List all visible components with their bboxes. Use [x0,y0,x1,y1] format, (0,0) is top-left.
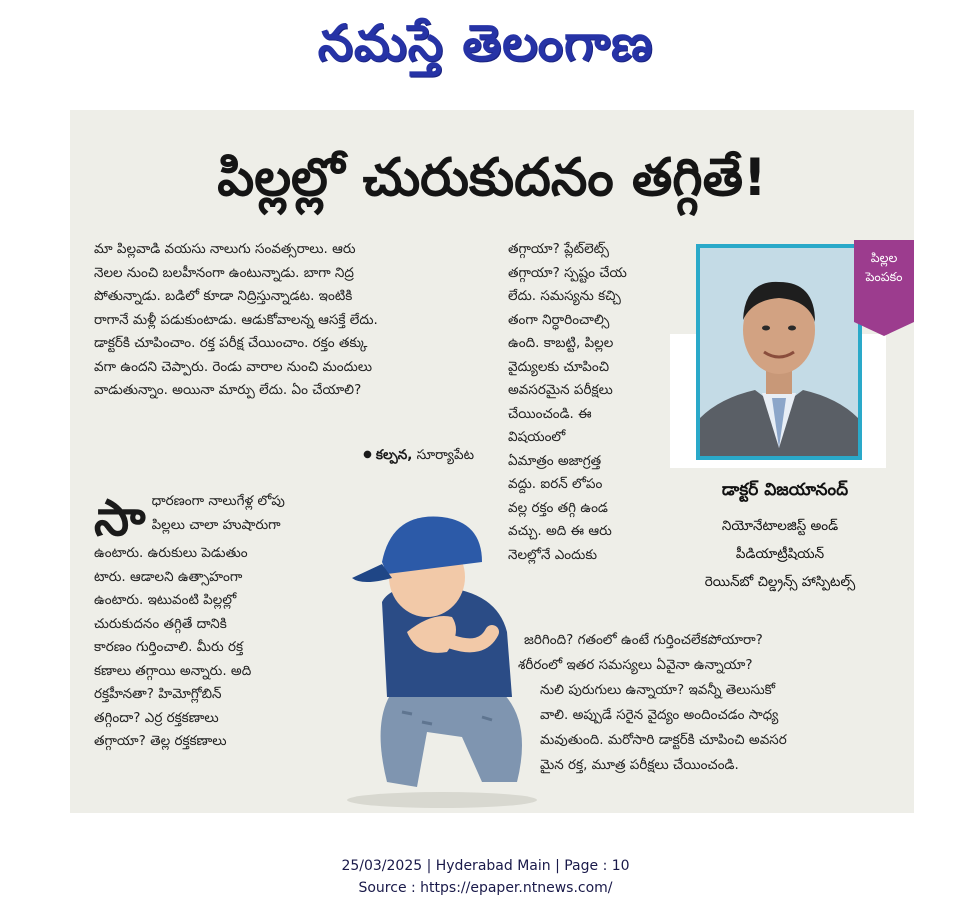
answer-line: పిల్లలు చాలా హుషారుగా [151,516,281,533]
byline-place: సూర్యాపేట [416,447,474,463]
answer-line: శరీరంలో ఇతర సమస్యలు ఏవైనా ఉన్నాయా? [518,657,753,673]
answer-line: చురుకుదనం తగ్గితే దానికి [94,615,227,632]
answer-line: మైన రక్త, మూత్ర పరీక్షలు చేయించండి. [540,757,739,773]
answer-line: చేయించండి. ఈ [508,405,592,422]
answer-line: తగ్గాయా? తెల్ల రక్తకణాలు [94,733,227,749]
answer-line: ఉంటారు. ఉరుకులు పెడుతుం [94,545,248,561]
article-headline: పిల్లల్లో చురుకుదనం తగ్గితే! [217,148,767,208]
answer-line: వల్ల రక్తం తగ్గి ఉండ [508,499,608,516]
answer-line: వాలి. అప్పుడే సరైన వైద్యం అందించడం సాధ్య [540,707,779,723]
answer-line: ఉంది. కాబట్టి, పిల్లల [508,335,614,351]
answer-line: వైద్యులకు చూపించి [508,358,610,375]
doctor-portrait [700,248,858,456]
answer-line: వచ్చు. అది ఈ ఆరు [508,523,612,539]
article-panel [70,110,914,813]
doctor-credentials [660,512,900,596]
doctor-title-line: నియోనేటాలజిస్ట్ అండ్ [721,518,839,534]
answer-line: రక్తహీనతా? హిమోగ్లోబిన్ [94,686,222,702]
question-line: వాడుతున్నాం. అయినా మార్పు లేదు. ఏం చేయాలి? [94,382,362,398]
answer-line: అవసరమైన పరీక్షలు [508,382,613,398]
byline-name: కల్పన, [375,447,413,463]
answer-line: విషయంలో [508,429,566,445]
answer-line: టారు. ఆడాలని ఉత్సాహంగా [94,568,243,585]
tag-line: పిల్లల [870,250,898,265]
answer-line: కణాలు తగ్గాయి అన్నారు. అది [94,662,252,679]
answer-line: లేదు. సమస్యను కచ్చి [508,288,621,304]
answer-line: తగ్గిందా? ఎర్ర రక్తకణాలు [94,709,219,726]
answer-line: ధారణంగా నాలుగేళ్ల లోపు [151,493,285,509]
answer-line: తగ్గాయా? స్పష్టం చేయ [508,264,627,281]
tag-line: పెంపకం [865,269,903,284]
footer-source-line: Source : https://epaper.ntnews.com/ [358,880,613,896]
answer-line: జరిగింది? గతంలో ఉంటే గుర్తించలేకపోయారా? [524,632,763,648]
question-byline [94,443,474,467]
doctor-title-line: రెయిన్‌బో చిల్డ్రన్స్ హాస్పిటల్స్ [704,574,856,590]
question-line: రాగానే మళ్లీ పడుకుంటాడు. ఆడుకోవాలన్న ఆసక్తే లేదు. [94,311,378,328]
bullet-icon: ● [363,449,372,460]
masthead-logo: నమస్తే తెలంగాణ [317,14,654,72]
answer-line: నులి పురుగులు ఉన్నాయా? ఇవన్నీ తెలుసుకో [540,682,776,698]
answer-middle-column [508,238,678,567]
question-line: డాక్టర్‌కి చూపించాం. రక్త పరీక్ష చేయించాం. రక్తం తక్కు [94,335,368,351]
doctor-photo [696,244,862,460]
answer-line: నెలల్లోనే ఎందుకు [508,546,598,563]
answer-line: తగ్గాయా? ప్లేట్‌లెట్స్ [508,241,609,257]
reader-question [94,238,474,403]
doctor-name: డాక్టర్ విజయానంద్ [721,480,849,500]
drop-cap: సా [94,489,146,547]
answer-line: ఏమాత్రం అజాగ్రత్త [508,452,602,469]
category-tag [854,240,914,322]
footer-date-line: 25/03/2025 | Hyderabad Main | Page : 10 [341,858,630,874]
answer-line: వద్దు. ఐరన్ లోపం [508,476,603,492]
answer-line: ఉంటారు. ఇటువంటి పిల్లల్లో [94,592,237,608]
answer-line: మవుతుంది. మరోసారి డాక్టర్‌కి చూపించి అవసర [540,732,787,748]
answer-line: కారణం గుర్తించాలి. మీరు రక్త [94,639,244,655]
answer-line: తంగా నిర్ధారించాల్సి [508,311,610,328]
question-line: పోతున్నాడు. బడిలో కూడా నిద్రిస్తున్నాడట. ఇంటికి [94,288,353,304]
answer-left-column [94,490,344,754]
answer-bottom-block [510,628,890,778]
question-line: వగా ఉందని చెప్పారు. రెండు వారాల నుంచి మందులు [94,358,373,375]
doctor-title-line: పీడియాట్రీషియన్ [735,546,825,562]
question-line: మా పిల్లవాడి వయసు నాలుగు సంవత్సరాలు. ఆరు [94,241,356,257]
tag-arrow-icon [854,322,914,336]
question-line: నెలల నుంచి బలహీనంగా ఉంటున్నాడు. బాగా నిద్ర [94,264,354,281]
